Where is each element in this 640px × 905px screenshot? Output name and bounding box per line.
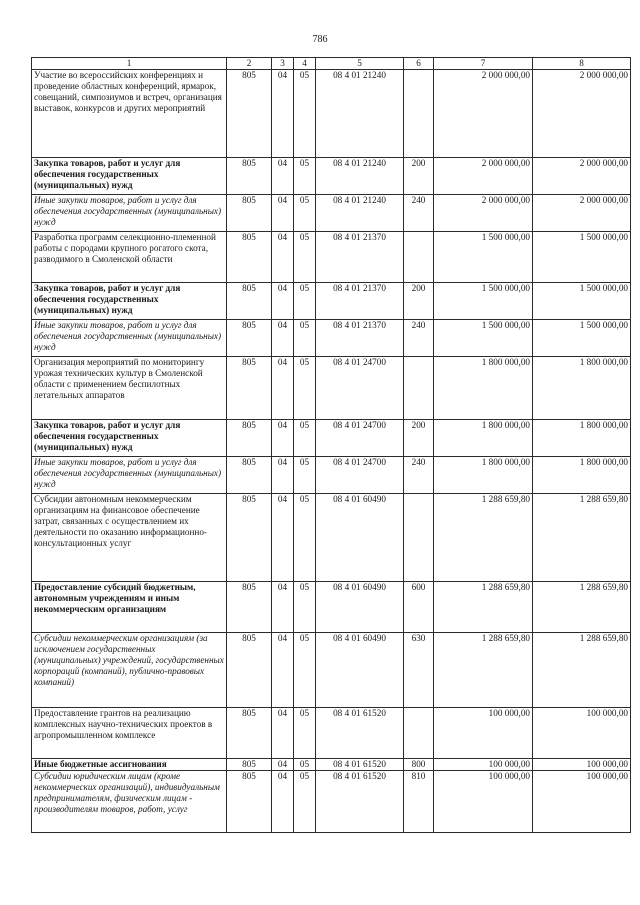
amount-year2-cell: 1 800 000,00 (533, 420, 631, 457)
section-code-cell: 04 (272, 457, 294, 494)
row-name-cell: Субсидии некоммерческим организациям (за исключением государственных (муниципальных) учреждений, государственных корпораций (компаний), публично-правовых компаний) (32, 633, 227, 708)
row-name-cell: Разработка программ селекционно-племенной работы с породами крупного рогатого скота, разводимого в Смоленской области (32, 232, 227, 283)
expense-type-cell: 240 (404, 195, 434, 232)
amount-year2-cell: 2 000 000,00 (533, 158, 631, 195)
amount-year2-cell: 1 288 659,80 (533, 494, 631, 582)
ministry-code-cell: 805 (227, 320, 272, 357)
ministry-code-cell: 805 (227, 158, 272, 195)
expense-type-cell: 200 (404, 283, 434, 320)
amount-year1-cell: 1 800 000,00 (434, 357, 533, 420)
amount-year1-cell: 100 000,00 (434, 771, 533, 833)
row-name-cell: Иные закупки товаров, работ и услуг для обеспечения государственных (муниципальных) нужд (32, 457, 227, 494)
target-article-cell: 08 4 01 60490 (316, 582, 404, 633)
target-article-cell: 08 4 01 21370 (316, 320, 404, 357)
amount-year1-cell: 100 000,00 (434, 759, 533, 771)
table-row (32, 708, 631, 759)
target-article-cell: 08 4 01 21240 (316, 70, 404, 158)
section-code-cell: 04 (272, 633, 294, 708)
amount-year1-cell: 2 000 000,00 (434, 195, 533, 232)
column-header: 1 (32, 58, 227, 70)
amount-year2-cell: 100 000,00 (533, 759, 631, 771)
column-header: 6 (404, 58, 434, 70)
subsection-code-cell: 05 (294, 320, 316, 357)
column-header: 3 (272, 58, 294, 70)
amount-year1-cell: 2 000 000,00 (434, 70, 533, 158)
expense-type-cell (404, 70, 434, 158)
amount-year2-cell: 1 800 000,00 (533, 457, 631, 494)
table-row (32, 357, 631, 420)
ministry-code-cell: 805 (227, 420, 272, 457)
table-row (32, 70, 631, 158)
target-article-cell: 08 4 01 21370 (316, 232, 404, 283)
row-name-cell: Субсидии юридическим лицам (кроме некоммерческих организаций), индивидуальным предпринимателям, физическим лицам - производителям товаров, работ, услуг (32, 771, 227, 833)
ministry-code-cell: 805 (227, 195, 272, 232)
table-row (32, 283, 631, 320)
row-name-cell: Иные бюджетные ассигнования (32, 759, 227, 771)
target-article-cell: 08 4 01 60490 (316, 494, 404, 582)
expense-type-cell: 240 (404, 457, 434, 494)
subsection-code-cell: 05 (294, 195, 316, 232)
expense-type-cell: 240 (404, 320, 434, 357)
expense-type-cell: 800 (404, 759, 434, 771)
amount-year1-cell: 1 500 000,00 (434, 283, 533, 320)
ministry-code-cell: 805 (227, 283, 272, 320)
amount-year2-cell: 1 288 659,80 (533, 582, 631, 633)
ministry-code-cell: 805 (227, 457, 272, 494)
amount-year1-cell: 2 000 000,00 (434, 158, 533, 195)
target-article-cell: 08 4 01 21240 (316, 195, 404, 232)
table-row (32, 759, 631, 771)
amount-year1-cell: 1 500 000,00 (434, 320, 533, 357)
page-number: 786 (312, 34, 328, 45)
section-code-cell: 04 (272, 158, 294, 195)
table-row (32, 320, 631, 357)
amount-year2-cell: 1 500 000,00 (533, 232, 631, 283)
table-header-row (32, 58, 631, 70)
ministry-code-cell: 805 (227, 232, 272, 283)
row-name-cell: Закупка товаров, работ и услуг для обеспечения государственных (муниципальных) нужд (32, 283, 227, 320)
expense-type-cell: 200 (404, 158, 434, 195)
row-name-cell: Иные закупки товаров, работ и услуг для обеспечения государственных (муниципальных) нужд (32, 320, 227, 357)
table-row (32, 457, 631, 494)
section-code-cell: 04 (272, 195, 294, 232)
amount-year1-cell: 1 288 659,80 (434, 494, 533, 582)
row-name-cell: Иные закупки товаров, работ и услуг для обеспечения государственных (муниципальных) нужд (32, 195, 227, 232)
section-code-cell: 04 (272, 759, 294, 771)
subsection-code-cell: 05 (294, 457, 316, 494)
amount-year2-cell: 1 500 000,00 (533, 320, 631, 357)
ministry-code-cell: 805 (227, 70, 272, 158)
table-row (32, 633, 631, 708)
section-code-cell: 04 (272, 494, 294, 582)
target-article-cell: 08 4 01 61520 (316, 708, 404, 759)
section-code-cell: 04 (272, 582, 294, 633)
table-row (32, 771, 631, 833)
amount-year1-cell: 1 800 000,00 (434, 457, 533, 494)
section-code-cell: 04 (272, 357, 294, 420)
subsection-code-cell: 05 (294, 420, 316, 457)
row-name-cell: Субсидии автономным некоммерческим организациям на финансовое обеспечение затрат, связанных с осуществлением их деятельности по оказанию информационно-консультационных услуг (32, 494, 227, 582)
subsection-code-cell: 05 (294, 494, 316, 582)
section-code-cell: 04 (272, 771, 294, 833)
ministry-code-cell: 805 (227, 494, 272, 582)
expense-type-cell (404, 494, 434, 582)
expense-type-cell: 810 (404, 771, 434, 833)
table-row (32, 232, 631, 283)
section-code-cell: 04 (272, 70, 294, 158)
section-code-cell: 04 (272, 708, 294, 759)
amount-year2-cell: 2 000 000,00 (533, 195, 631, 232)
subsection-code-cell: 05 (294, 633, 316, 708)
amount-year2-cell: 100 000,00 (533, 771, 631, 833)
table-body (32, 70, 631, 833)
amount-year2-cell: 100 000,00 (533, 708, 631, 759)
subsection-code-cell: 05 (294, 708, 316, 759)
amount-year2-cell: 2 000 000,00 (533, 70, 631, 158)
expense-type-cell (404, 357, 434, 420)
expense-type-cell: 600 (404, 582, 434, 633)
ministry-code-cell: 805 (227, 771, 272, 833)
column-header: 7 (434, 58, 533, 70)
amount-year2-cell: 1 500 000,00 (533, 283, 631, 320)
table-row (32, 494, 631, 582)
amount-year1-cell: 100 000,00 (434, 708, 533, 759)
ministry-code-cell: 805 (227, 759, 272, 771)
target-article-cell: 08 4 01 61520 (316, 759, 404, 771)
expense-type-cell: 200 (404, 420, 434, 457)
ministry-code-cell: 805 (227, 708, 272, 759)
amount-year1-cell: 1 288 659,80 (434, 633, 533, 708)
expense-type-cell (404, 232, 434, 283)
target-article-cell: 08 4 01 21370 (316, 283, 404, 320)
expense-type-cell: 630 (404, 633, 434, 708)
row-name-cell: Предоставление субсидий бюджетным, автономным учреждениям и иным некоммерческим организациям (32, 582, 227, 633)
subsection-code-cell: 05 (294, 771, 316, 833)
column-header: 4 (294, 58, 316, 70)
ministry-code-cell: 805 (227, 633, 272, 708)
ministry-code-cell: 805 (227, 582, 272, 633)
target-article-cell: 08 4 01 24700 (316, 420, 404, 457)
subsection-code-cell: 05 (294, 232, 316, 283)
column-header: 2 (227, 58, 272, 70)
amount-year1-cell: 1 288 659,80 (434, 582, 533, 633)
subsection-code-cell: 05 (294, 70, 316, 158)
subsection-code-cell: 05 (294, 283, 316, 320)
row-name-cell: Участие во всероссийских конференциях и проведение областных конференций, ярмарок, совещаний, симпозиумов и встреч, организация выставок, конкурсов и других мероприятий (32, 70, 227, 158)
table-row (32, 195, 631, 232)
amount-year2-cell: 1 800 000,00 (533, 357, 631, 420)
subsection-code-cell: 05 (294, 357, 316, 420)
ministry-code-cell: 805 (227, 357, 272, 420)
target-article-cell: 08 4 01 24700 (316, 457, 404, 494)
section-code-cell: 04 (272, 420, 294, 457)
section-code-cell: 04 (272, 232, 294, 283)
section-code-cell: 04 (272, 320, 294, 357)
amount-year1-cell: 1 500 000,00 (434, 232, 533, 283)
target-article-cell: 08 4 01 60490 (316, 633, 404, 708)
target-article-cell: 08 4 01 61520 (316, 771, 404, 833)
subsection-code-cell: 05 (294, 759, 316, 771)
subsection-code-cell: 05 (294, 582, 316, 633)
subsection-code-cell: 05 (294, 158, 316, 195)
table-row (32, 582, 631, 633)
section-code-cell: 04 (272, 283, 294, 320)
table-row (32, 158, 631, 195)
target-article-cell: 08 4 01 21240 (316, 158, 404, 195)
table-row (32, 420, 631, 457)
budget-table (31, 57, 631, 833)
row-name-cell: Предоставление грантов на реализацию комплексных научно-технических проектов в агропромышленном комплексе (32, 708, 227, 759)
target-article-cell: 08 4 01 24700 (316, 357, 404, 420)
expense-type-cell (404, 708, 434, 759)
amount-year1-cell: 1 800 000,00 (434, 420, 533, 457)
column-header: 5 (316, 58, 404, 70)
row-name-cell: Организация мероприятий по мониторингу урожая технических культур в Смоленской области с применением беспилотных летательных аппаратов (32, 357, 227, 420)
row-name-cell: Закупка товаров, работ и услуг для обеспечения государственных (муниципальных) нужд (32, 420, 227, 457)
amount-year2-cell: 1 288 659,80 (533, 633, 631, 708)
row-name-cell: Закупка товаров, работ и услуг для обеспечения государственных (муниципальных) нужд (32, 158, 227, 195)
column-header: 8 (533, 58, 631, 70)
